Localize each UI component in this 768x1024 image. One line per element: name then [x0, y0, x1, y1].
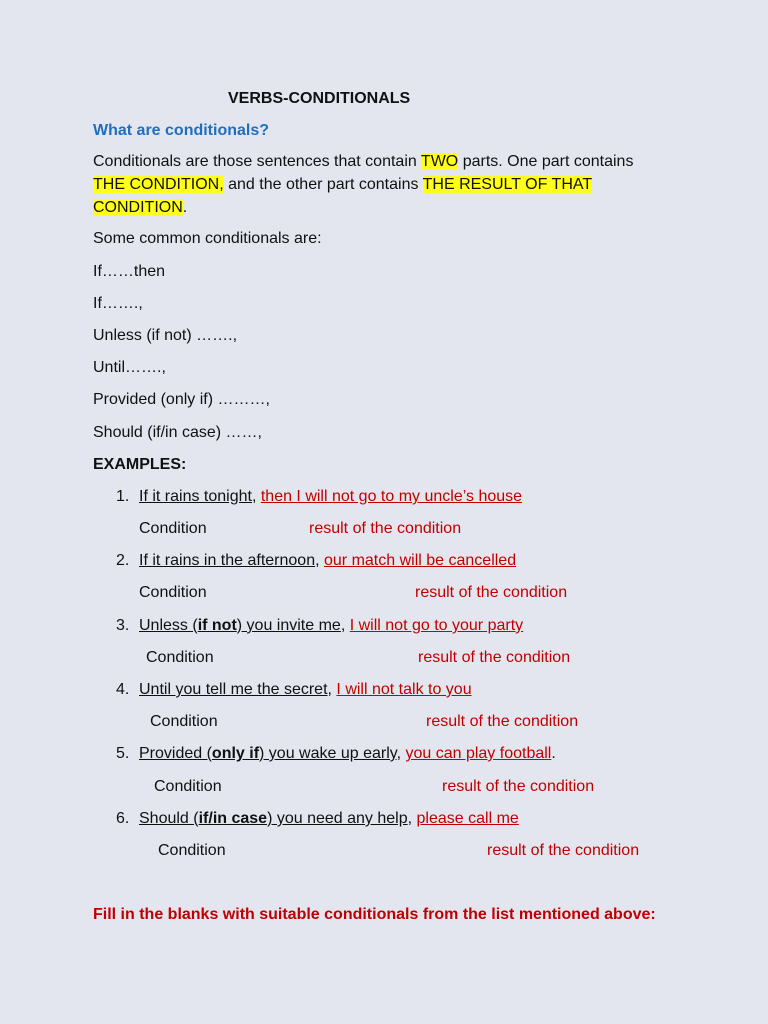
- condition-text: Unless (: [139, 617, 198, 634]
- example-sentence: [139, 487, 522, 507]
- condition-label: Condition: [146, 649, 214, 666]
- separator: ,: [396, 745, 406, 762]
- common-item: If……then: [93, 263, 166, 280]
- result-label: result of the condition: [442, 778, 595, 795]
- condition-clause: Until you tell me the secret: [139, 681, 328, 698]
- result-clause: I will not talk to you: [336, 681, 472, 698]
- condition-clause: [139, 617, 341, 634]
- result-label: result of the condition: [309, 520, 462, 537]
- condition-text: Should (: [139, 810, 199, 827]
- condition-keyword: if/in case: [198, 810, 268, 827]
- condition-clause: [139, 745, 397, 762]
- result-clause: I will not go to your party: [349, 617, 524, 634]
- example-number: 3.: [116, 617, 130, 634]
- example-sentence: [139, 551, 516, 571]
- condition-label: Condition: [139, 584, 207, 601]
- examples-heading: EXAMPLES:: [93, 456, 187, 473]
- page-title: VERBS-CONDITIONALS: [228, 90, 411, 107]
- condition-label: Condition: [158, 842, 226, 859]
- condition-clause: If it rains in the afternoon: [139, 552, 316, 569]
- common-label: Some common conditionals are:: [93, 230, 322, 247]
- highlight-result: THE RESULT OF THAT: [422, 176, 593, 193]
- intro-text: .: [182, 199, 188, 216]
- example-number: 1.: [116, 488, 130, 505]
- intro-text: Conditionals are those sentences that contain: [93, 153, 421, 170]
- condition-text: ) you need any help: [267, 810, 408, 827]
- sentence-end: .: [551, 745, 556, 762]
- highlight-two: TWO: [420, 153, 459, 170]
- task-instruction: Fill in the blanks with suitable conditionals from the list mentioned above:: [93, 906, 656, 923]
- condition-text: ) you wake up early: [259, 745, 397, 762]
- result-clause: you can play football: [405, 745, 552, 762]
- example-number: 2.: [116, 552, 130, 569]
- condition-label: Condition: [139, 520, 207, 537]
- condition-text: Provided (: [139, 745, 212, 762]
- highlight-condition: THE CONDITION,: [93, 176, 224, 193]
- condition-clause: [139, 810, 408, 827]
- condition-label: Condition: [154, 778, 222, 795]
- common-item: Provided (only if) ………,: [93, 391, 270, 408]
- result-label: result of the condition: [426, 713, 579, 730]
- condition-keyword: if not: [197, 617, 237, 634]
- example-sentence: [139, 744, 556, 764]
- result-label: result of the condition: [415, 584, 568, 601]
- separator: ,: [327, 681, 337, 698]
- condition-label: Condition: [150, 713, 218, 730]
- result-clause: then I will not go to my uncle’s house: [260, 488, 523, 505]
- result-clause: our match will be cancelled: [324, 552, 517, 569]
- condition-clause: If it rains tonight,: [139, 488, 257, 505]
- example-number: 6.: [116, 810, 130, 827]
- intro-text: and the other part contains: [223, 176, 423, 193]
- result-clause: please call me: [416, 810, 519, 827]
- separator: ,: [407, 810, 417, 827]
- intro-line-2: [93, 175, 592, 195]
- highlight-result: CONDITION: [93, 199, 183, 216]
- separator: ,: [315, 552, 324, 569]
- intro-line-1: [93, 152, 633, 172]
- example-number: 4.: [116, 681, 130, 698]
- common-item: Until…….,: [93, 359, 166, 376]
- common-item: Should (if/in case) ……,: [93, 424, 262, 441]
- common-item: Unless (if not) …….,: [93, 327, 238, 344]
- separator: ,: [340, 617, 350, 634]
- intro-text: parts. One part contains: [458, 153, 634, 170]
- example-sentence: [139, 680, 472, 700]
- intro-line-3: [93, 198, 187, 218]
- condition-keyword: only if: [211, 745, 260, 762]
- condition-text: ) you invite me: [236, 617, 341, 634]
- example-number: 5.: [116, 745, 130, 762]
- result-label: result of the condition: [418, 649, 571, 666]
- example-sentence: [139, 616, 523, 636]
- result-label: result of the condition: [487, 842, 640, 859]
- common-item: If…….,: [93, 295, 143, 312]
- example-sentence: [139, 809, 519, 829]
- question-heading: What are conditionals?: [93, 122, 270, 139]
